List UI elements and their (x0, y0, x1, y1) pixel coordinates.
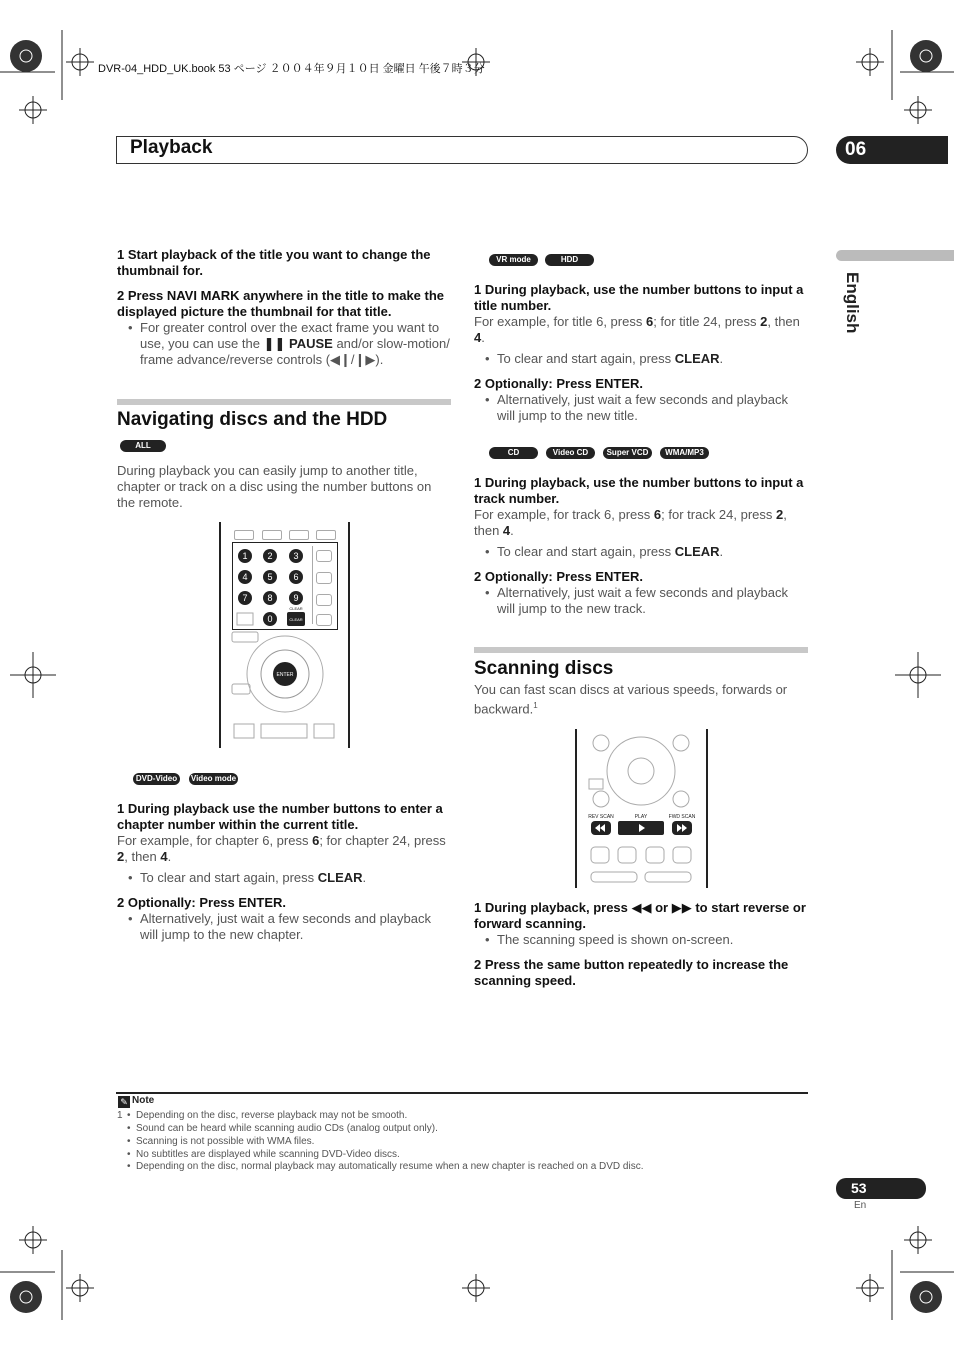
note-heading: Note (132, 1095, 155, 1106)
page-number-tab (836, 1178, 926, 1199)
chapter-header-bar (116, 136, 808, 164)
page-language-code: En (854, 1200, 867, 1211)
key-4: 4 (242, 572, 248, 582)
fwd-scan-label: FWD SCAN (668, 814, 696, 820)
badge-super-vcd: Super VCD (603, 447, 652, 459)
note-icon: ✎ (118, 1096, 130, 1108)
badge-video-mode: Video mode (190, 774, 237, 783)
scan-step-1: 1 During playback, press ◀◀ or ▶▶ to start reverse or forward scanning. (474, 900, 806, 931)
badge-hdd: HDD (545, 254, 594, 266)
thumbnail-bullet: • For greater control over the exact frame you want to use, you can use the ❚❚ PAUSE and/or slow-motion/ frame advance/reverse controls (◀❙/❙▶). (140, 320, 450, 368)
key-6: 6 (293, 572, 299, 582)
scan-step-2: 2 Press the same button repeatedly to increase the scanning speed. (474, 957, 789, 988)
section-rule-scanning (474, 647, 808, 653)
chapter-example: For example, for chapter 6, press 6; for chapter 24, press 2, then 4. (117, 833, 446, 864)
note-item: • Sound can be heard while scanning audio CDs (analog output only). (136, 1123, 438, 1134)
key-2: 2 (267, 551, 273, 561)
title-clear-bullet: • To clear and start again, press CLEAR. (497, 351, 807, 367)
scan-bullet: • The scanning speed is shown on-screen. (497, 932, 807, 948)
thumbnail-step-1: 1 Start playback of the title you want to change the thumbnail for. (117, 247, 431, 278)
rev-scan-label: REV SCAN (588, 814, 614, 820)
remote-scan-svg (575, 729, 708, 888)
scanning-intro: You can fast scan discs at various speeds, forwards or backward.$^1$ (474, 682, 788, 717)
chapter-alt-bullet: • Alternatively, just wait a few seconds and playback will jump to the new chapter. (140, 911, 450, 943)
chapter-step-1: 1 During playback use the number buttons to enter a chapter number within the current title. (117, 801, 443, 832)
key-8: 8 (267, 593, 273, 603)
chapter-title: Playback (130, 137, 213, 158)
key-7: 7 (242, 593, 248, 603)
remote-keypad (219, 522, 350, 748)
heading-navigating: Navigating discs and the HDD (117, 409, 388, 430)
enter-key: ENTER (276, 672, 294, 678)
badge-dvd-video: DVD-Video (133, 773, 180, 785)
badge-vr-mode: VR mode (489, 254, 538, 266)
language-label: English (843, 272, 862, 334)
badge-video-cd: Video CD (546, 447, 595, 459)
remote-scan-buttons-illustration (575, 729, 708, 888)
note-item: • Scanning is not possible with WMA files. (136, 1136, 314, 1147)
page-number: 53 (851, 1180, 867, 1196)
title-example: For example, for title 6, press 6; for title 24, press 2, then 4. (474, 314, 800, 345)
key-1: 1 (242, 551, 248, 561)
key-3: 3 (293, 551, 299, 561)
play-label: PLAY (634, 814, 648, 820)
track-step-1: 1 During playback, use the number buttons to input a track number. (474, 475, 804, 506)
chapter-clear-bullet: • To clear and start again, press CLEAR. (140, 870, 450, 886)
heading-scanning: Scanning discs (474, 658, 614, 679)
chapter-step-2: 2 Optionally: Press ENTER. (117, 895, 287, 910)
section-rule-navigating (117, 399, 451, 405)
print-info: DVR-04_HDD_UK.book 53 ページ ２００４年９月１０日 金曜日 午後７時３分 (98, 63, 485, 75)
title-step-1: 1 During playback, use the number buttons to input a title number. (474, 282, 804, 313)
navigating-intro: During playback you can easily jump to another title, chapter or track on a disc using the number buttons on the remote. (117, 463, 432, 510)
track-example: For example, for track 6, press 6; for track 24, press 2, then 4. (474, 507, 787, 538)
note-item: • Depending on the disc, normal playback may automatically resume when a new chapter is reached on a DVD disc. (136, 1161, 644, 1172)
language-tab (836, 250, 954, 261)
badge-all: ALL (120, 440, 166, 452)
title-alt-bullet: • Alternatively, just wait a few seconds and playback will jump to the new title. (497, 392, 807, 424)
note-item: • Depending on the disc, reverse playback may not be smooth. (136, 1110, 407, 1121)
track-alt-bullet: • Alternatively, just wait a few seconds and playback will jump to the new track. (497, 585, 807, 617)
chapter-number: 06 (845, 139, 867, 160)
note-number: 1 (117, 1110, 123, 1121)
track-clear-bullet: • To clear and start again, press CLEAR. (497, 544, 807, 560)
remote-number-buttons-illustration (219, 522, 350, 748)
key-5: 5 (267, 572, 273, 582)
thumbnail-step-2: 2 Press NAVI MARK anywhere in the title to make the displayed picture the thumbnail for that title. (117, 288, 445, 319)
title-step-2: 2 Optionally: Press ENTER. (474, 376, 644, 391)
badge-cd: CD (489, 447, 538, 459)
badge-wma-mp3: WMA/MP3 (660, 447, 709, 459)
key-9: 9 (293, 593, 299, 603)
note-item: • No subtitles are displayed while scanning DVD-Video discs. (136, 1149, 400, 1160)
track-step-2: 2 Optionally: Press ENTER. (474, 569, 644, 584)
key-0: 0 (267, 614, 273, 624)
note-rule (116, 1092, 808, 1094)
clear-label: CLEAR (289, 606, 303, 611)
key-clear: CLEAR (289, 617, 303, 622)
